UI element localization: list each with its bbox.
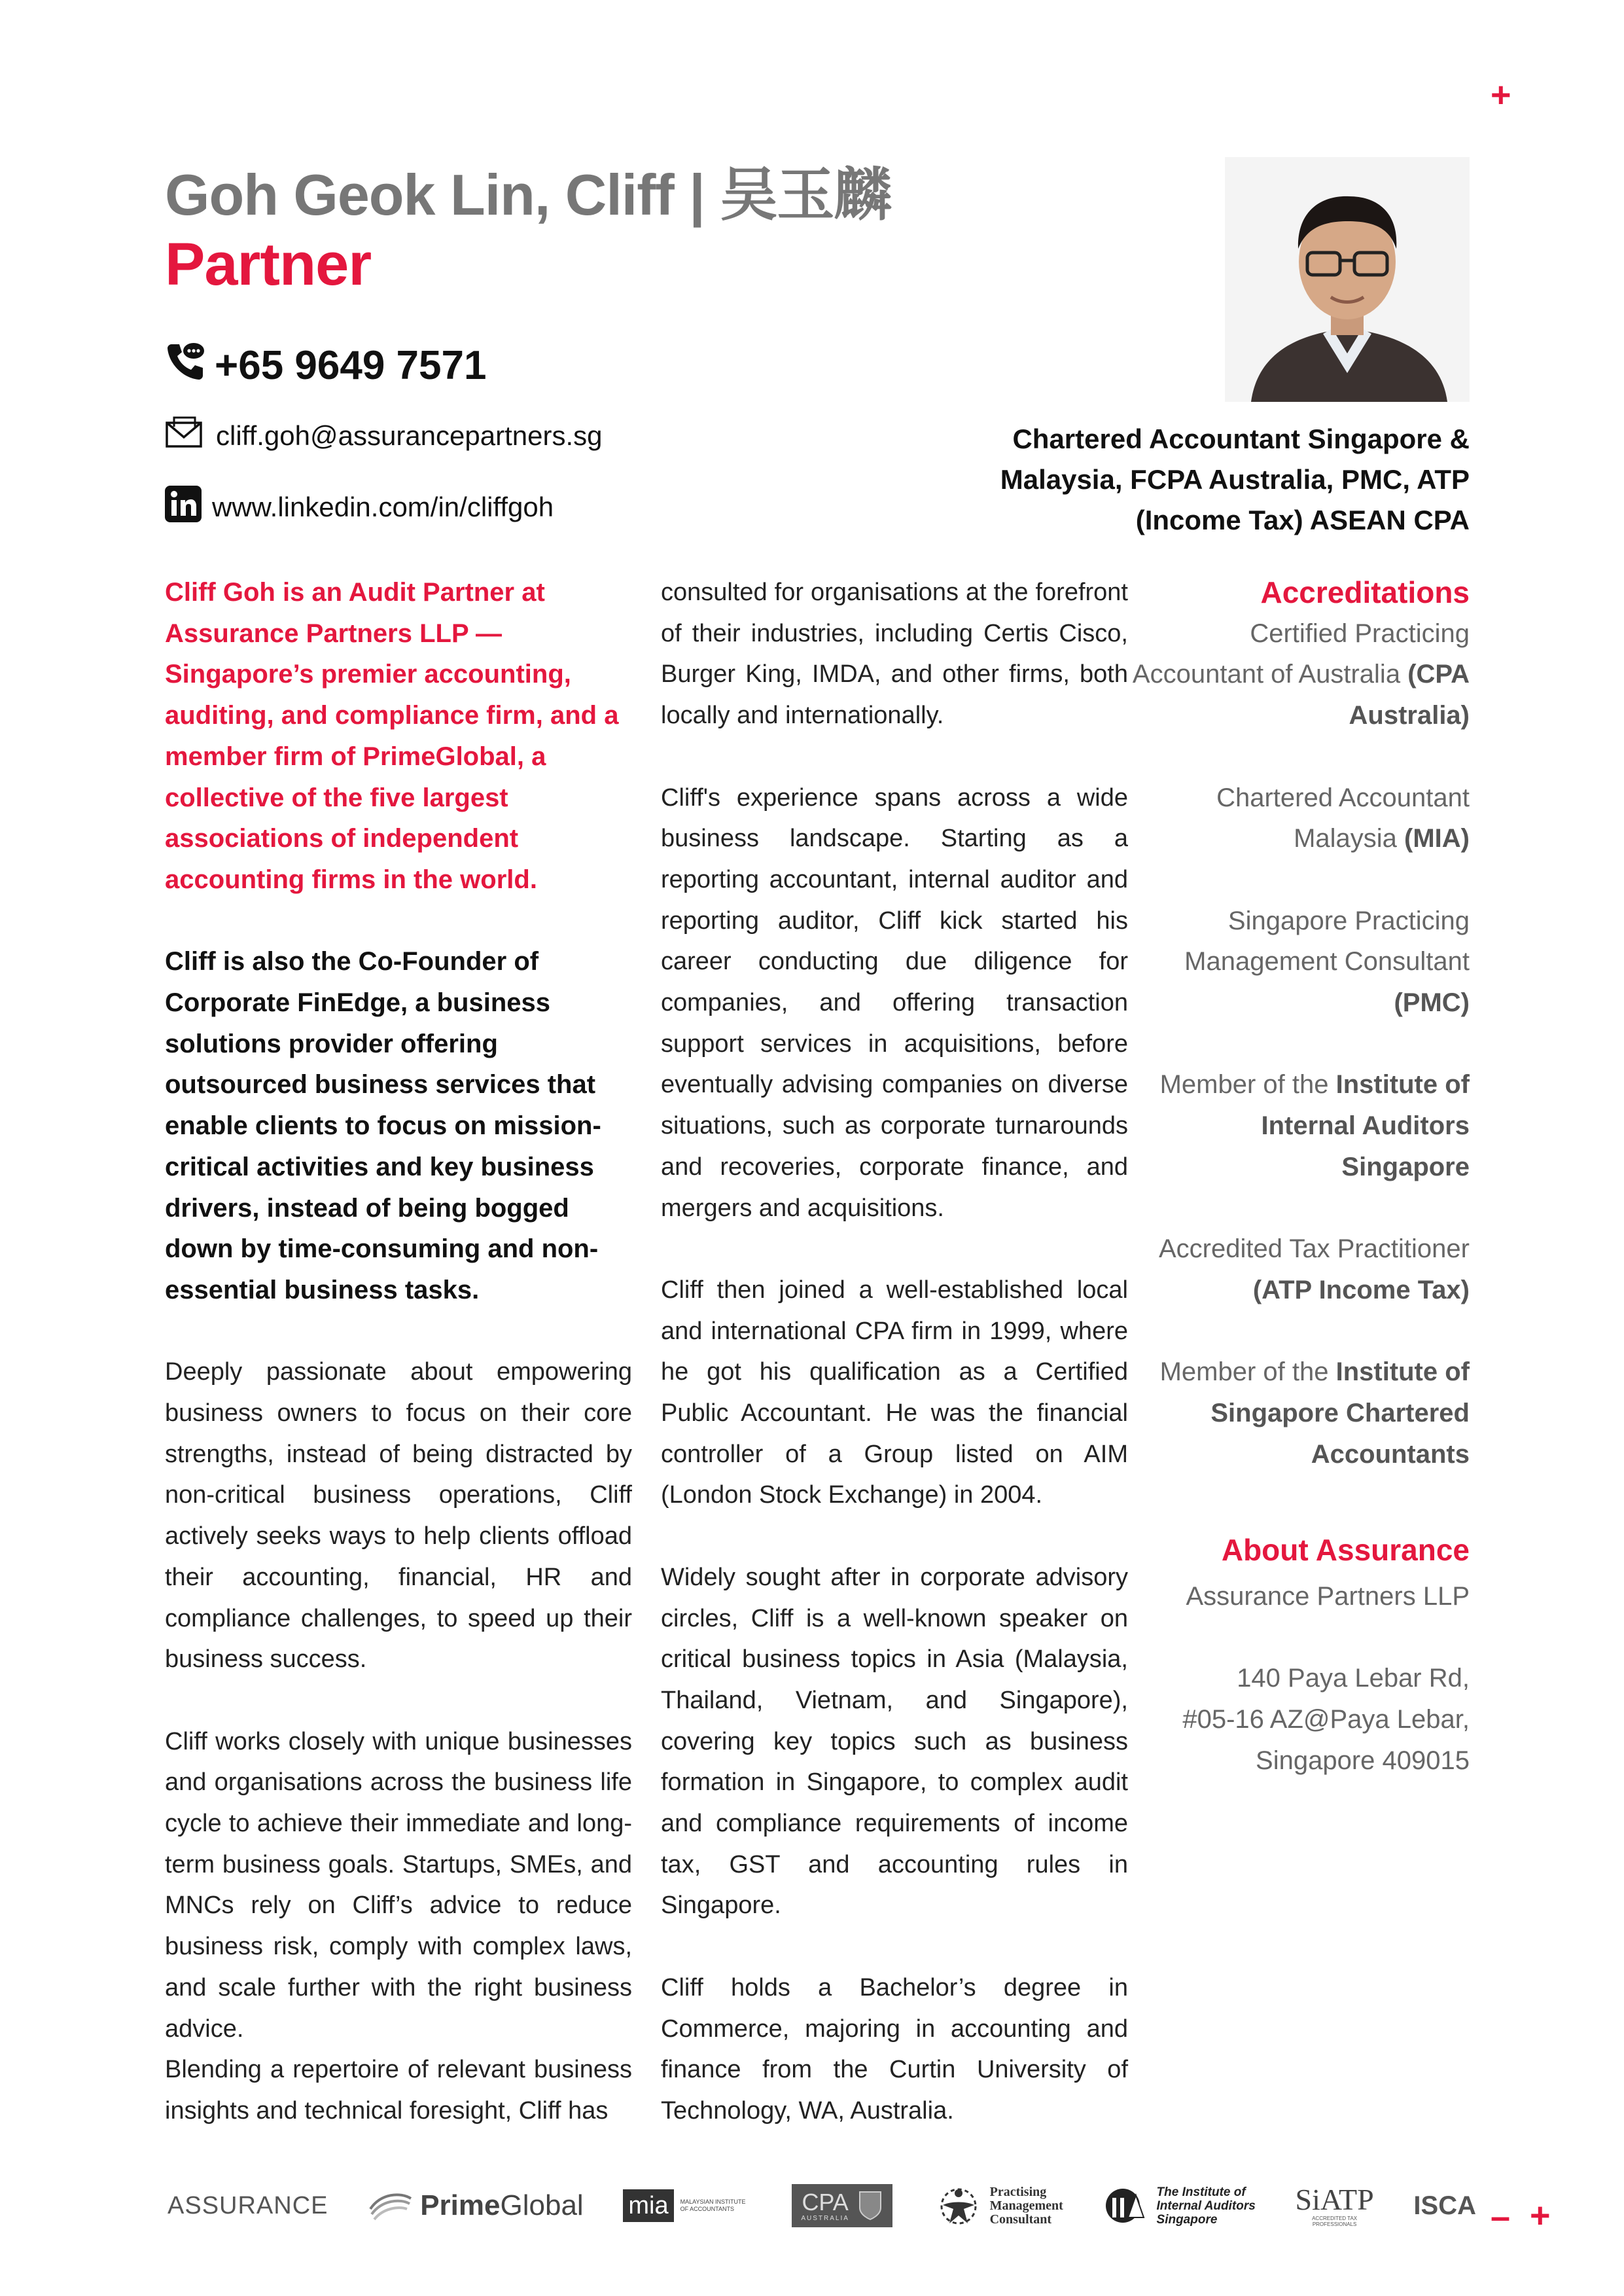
assurance-logo: ASSURANCE <box>168 2191 328 2219</box>
address-line: Singapore 409015 <box>1256 1746 1470 1775</box>
qualifications-line: Malaysia, FCPA Australia, PMC, ATP <box>1000 464 1470 495</box>
firm-name: Assurance Partners LLP <box>1186 1582 1470 1611</box>
corner-minus-bottom: – <box>1491 2197 1511 2236</box>
phone-row[interactable] <box>165 340 486 391</box>
linkedin-icon <box>165 486 202 529</box>
job-title: Partner <box>165 231 372 298</box>
corner-plus-bottom: + <box>1530 2196 1551 2235</box>
primeglobal-swoosh-icon <box>368 2189 414 2222</box>
bio-paragraph: Blending a repertoire of relevant business insights and technical foresight, Cliff has <box>165 2056 632 2125</box>
bio-paragraph: Cliff's experience spans across a wide business landscape. Starting as a reporting accountant, internal auditor and reporting auditor, Cliff kick started his career conducting due diligence for companies, and offering transaction support services in acquisitions, before eventually advising companies on diverse situations, such as corporate turnarounds and recoveries, corporate finance, and mergers and acquisitions. <box>661 783 1128 1222</box>
phone-number: +65 9649 7571 <box>215 343 487 388</box>
cpa-australia-logo: CPA AUSTRALIA <box>792 2184 892 2227</box>
accreditation-item: Chartered Accountant Malaysia (MIA) <box>1216 783 1470 853</box>
address-line: 140 Paya Lebar Rd, <box>1237 1664 1470 1693</box>
intro-cofounder: Cliff is also the Co-Founder of Corporate FinEdge, a business solutions provider offering outsourced business services that enable clients to focus on mission-critical activities and key business drivers, instead of being bogged down by time-consuming and non-essential business tasks. <box>165 947 601 1304</box>
bio-paragraph: Widely sought after in corporate advisory circles, Cliff is a well-known speaker on critical business topics in Asia (Malaysia, Thailand, Vietnam, and Singapore), covering key topics such as business formation in Singapore, to complex audit and compliance requirements of income tax, GST and accounting rules in Singapore. <box>661 1563 1128 1920</box>
accreditation-item: Certified Practicing Accountant of Australia (CPA Australia) <box>1132 619 1470 730</box>
accreditation-item: Accredited Tax Practitioner (ATP Income Tax) <box>1158 1234 1470 1304</box>
qualifications-line: Chartered Accountant Singapore & <box>1012 423 1470 454</box>
linkedin-url: www.linkedin.com/in/cliffgoh <box>212 492 554 522</box>
accreditation-item: Member of the Institute of Singapore Chartered Accountants <box>1159 1357 1470 1469</box>
portrait-photo <box>1225 157 1470 402</box>
email-row[interactable] <box>165 416 603 456</box>
iia-globe-icon <box>1103 2186 1150 2225</box>
siatp-logo: SiATP ACCREDITED TAX PROFESSIONALS <box>1295 2183 1374 2227</box>
bio-paragraph: Cliff holds a Bachelor’s degree in Commerce, majoring in accounting and finance from the Curtin University of Technology, WA, Australia. <box>661 1973 1128 2125</box>
bio-paragraph: Cliff works closely with unique businesses and organisations across the business life cycle to achieve their immediate and long-term business goals. Startups, SMEs, and MNCs rely on Cliff’s advice to reduce business risk, comply with complex laws, and scale further with the right business advice. <box>165 1727 632 2043</box>
email-address: cliff.goh@assurancepartners.sg <box>216 420 603 451</box>
about-heading: About Assurance <box>1221 1533 1470 1568</box>
iia-logo: The Institute of Internal Auditors Singapore <box>1103 2185 1256 2227</box>
accreditation-item: Member of the Institute of Internal Auditors Singapore <box>1159 1070 1470 1181</box>
email-icon <box>165 416 205 456</box>
address-line: #05-16 AZ@Paya Lebar, <box>1182 1705 1470 1734</box>
bio-paragraph: Cliff then joined a well-established local and international CPA firm in 1999, where he got his qualification as a Certified Public Accountant. He was the financial controller of a Group listed on AIM (London Stock Exchange) in 2004. <box>661 1276 1128 1509</box>
qualifications-line: (Income Tax) ASEAN CPA <box>1135 505 1470 535</box>
logo-strip <box>168 2166 1476 2245</box>
phone-icon <box>165 340 207 391</box>
corner-plus-top: + <box>1491 75 1511 115</box>
linkedin-row[interactable] <box>165 486 554 529</box>
bio-paragraph: Deeply passionate about empowering business owners to focus on their core strengths, instead of being distracted by non-critical business operations, Cliff actively seeks ways to help clients offload their accounting, financial, HR and compliance challenges, to speed up their business success. <box>165 1358 632 1674</box>
isca-logo: ISCA <box>1413 2191 1476 2220</box>
person-name: Goh Geok Lin, Cliff | 吴玉麟 <box>165 162 891 227</box>
crest-icon <box>857 2189 883 2222</box>
accreditations-heading: Accreditations <box>1260 575 1470 609</box>
qualifications <box>972 419 1470 541</box>
accreditation-item: Singapore Practicing Management Consultant (PMC) <box>1184 906 1470 1017</box>
bio-paragraph: consulted for organisations at the forefront of their industries, including Certis Cisco, Burger King, IMDA, and other firms, both locally and internationally. <box>661 579 1128 730</box>
primeglobal-logo: Prime Global <box>368 2189 583 2222</box>
intro-highlight: Cliff Goh is an Audit Partner at Assurance Partners LLP — Singapore’s premier accounting, auditing, and compliance firm, and a member firm of PrimeGlobal, a collective of the five largest associations of independent accounting firms in the world. <box>165 578 619 894</box>
pmc-logo: Practising Management Consultant <box>932 2183 1063 2229</box>
bio-column-2 <box>661 572 1128 2132</box>
sidebar <box>1129 572 1470 1782</box>
mia-logo: mia MALAYSIAN INSTITUTE OF ACCOUNTANTS <box>623 2189 752 2222</box>
bio-column-1 <box>165 572 632 2132</box>
pmc-figure-icon <box>932 2183 985 2229</box>
